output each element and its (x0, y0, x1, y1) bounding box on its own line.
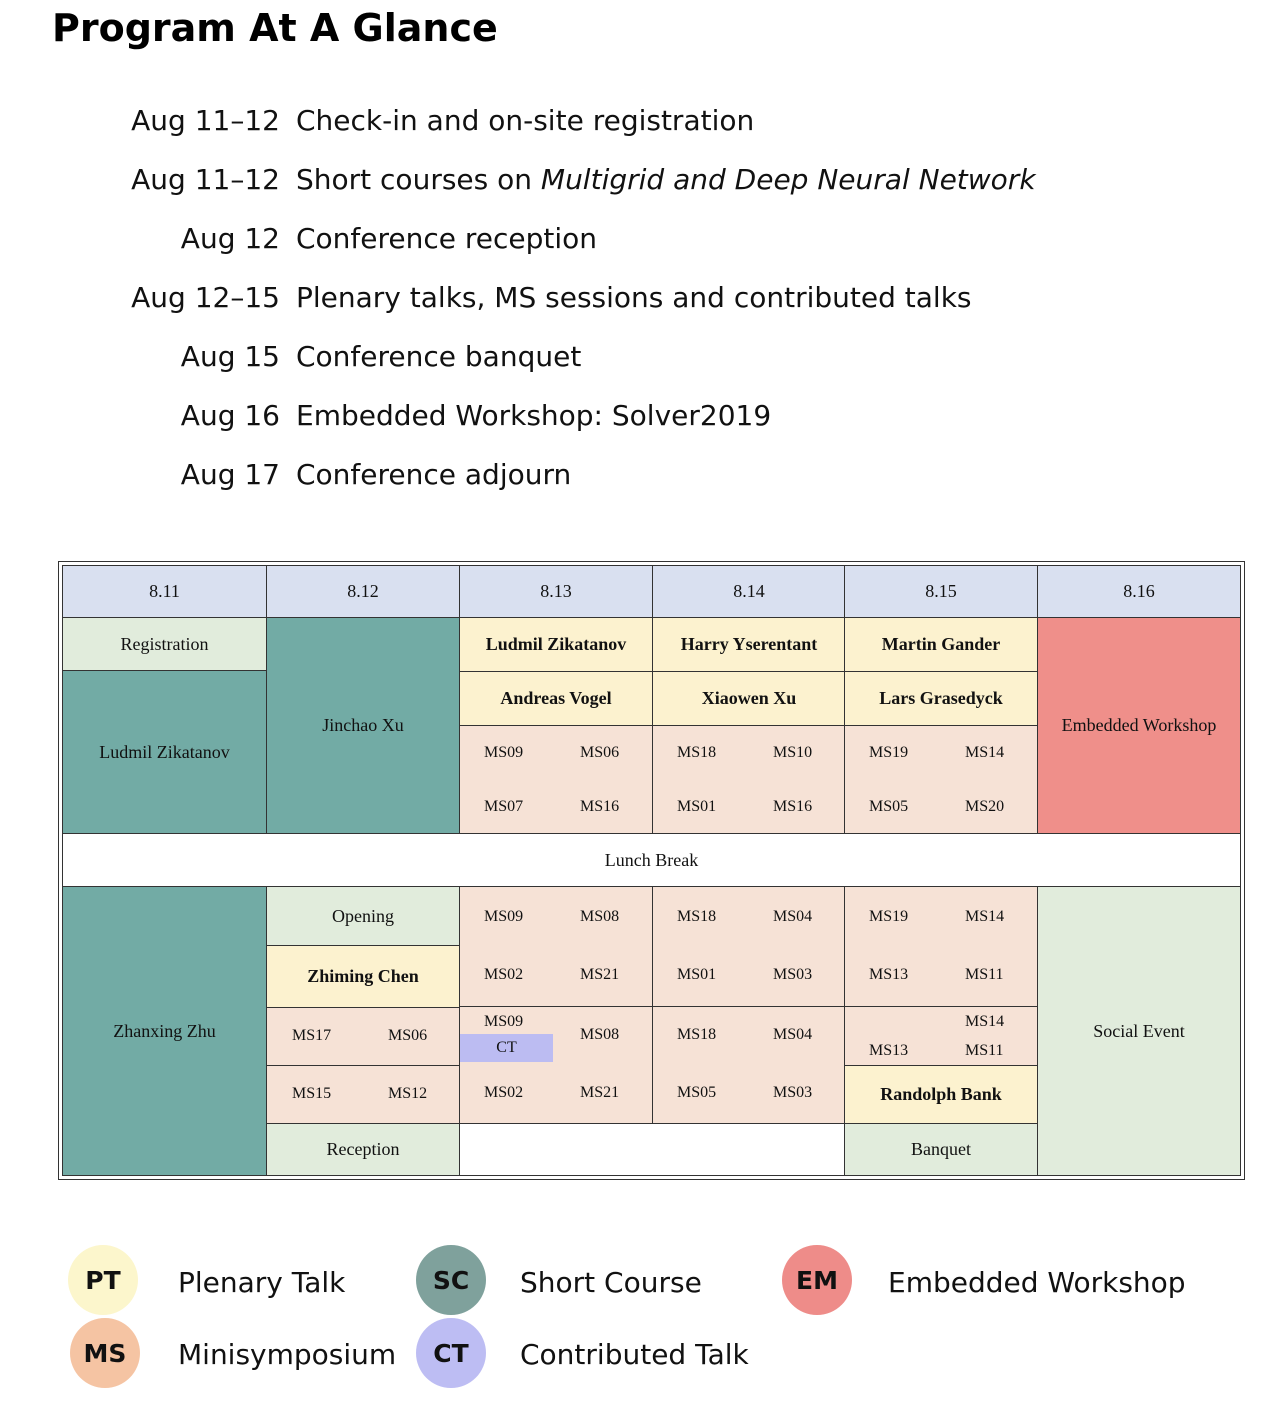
short-course-cell: Jinchao Xu (266, 617, 460, 834)
agenda-date: Aug 15 (180, 340, 280, 373)
plenary-talk-cell: Zhiming Chen (266, 945, 460, 1008)
ms-label: MS21 (580, 1084, 620, 1101)
ms-label: MS21 (580, 966, 620, 983)
social-event-cell: Social Event (1037, 886, 1241, 1176)
ms-label: MS08 (580, 908, 620, 925)
day-header: 8.16 (1037, 565, 1241, 618)
ms-label: MS02 (484, 1084, 524, 1101)
ms-label: MS05 (677, 1084, 717, 1101)
ms-label: MS14 (965, 908, 1005, 925)
legend-swatch-sc: SC (416, 1245, 486, 1315)
agenda-description: Embedded Workshop: Solver2019 (296, 399, 772, 432)
ms-label: MS09 (484, 744, 524, 761)
ms-label: MS03 (773, 966, 813, 983)
ms-label: MS07 (484, 798, 524, 815)
minisymposium-cell (266, 1007, 460, 1066)
agenda-description: Conference reception (296, 222, 598, 255)
plenary-talk-cell: Harry Yserentant (652, 617, 846, 672)
agenda-description: Plenary talks, MS sessions and contributed talks (296, 281, 972, 314)
minisymposium-cell (652, 886, 846, 1007)
ms-label: MS18 (677, 744, 717, 761)
ms-label: MS15 (292, 1085, 332, 1102)
legend-swatch-ms: MS (70, 1318, 140, 1388)
legend-swatch-ct: CT (416, 1318, 486, 1388)
minisymposium-cell (844, 725, 1038, 834)
ms-label: MS16 (773, 798, 813, 815)
agenda-date: Aug 16 (180, 399, 280, 432)
page-title: Program At A Glance (52, 6, 498, 50)
schedule-grid (62, 565, 1241, 1176)
plenary-talk-cell: Ludmil Zikatanov (459, 617, 653, 672)
registration-cell: Registration (62, 617, 267, 671)
opening-cell: Opening (266, 886, 460, 946)
contributed-talk-box: CT (460, 1034, 553, 1062)
day-header: 8.11 (62, 565, 267, 618)
ms-label: MS01 (677, 798, 717, 815)
ms-label: MS13 (869, 1042, 909, 1059)
legend-swatch-pt: PT (68, 1245, 138, 1315)
minisymposium-cell (652, 1006, 846, 1124)
lunch-break-row: Lunch Break (62, 833, 1241, 887)
minisymposium-cell (459, 1006, 653, 1124)
legend-label: Plenary Talk (178, 1266, 346, 1299)
plenary-talk-cell: Lars Grasedyck (844, 671, 1038, 726)
ms-label: MS06 (580, 744, 620, 761)
agenda-date: Aug 12–15 (131, 281, 280, 314)
agenda-description-italic: Multigrid and Deep Neural Network (540, 163, 1036, 196)
ms-label: MS19 (869, 908, 909, 925)
ms-label: MS06 (388, 1027, 428, 1044)
reception-cell: Reception (266, 1123, 460, 1176)
ms-label: MS14 (965, 1013, 1005, 1030)
ms-label: MS18 (677, 908, 717, 925)
ms-label: MS16 (580, 798, 620, 815)
day-header: 8.12 (266, 565, 460, 618)
ms-label: MS04 (773, 1026, 813, 1043)
agenda-description: Conference adjourn (296, 458, 572, 491)
ms-label: MS12 (388, 1085, 428, 1102)
day-header: 8.14 (652, 565, 846, 618)
ms-label: MS03 (773, 1084, 813, 1101)
agenda-date: Aug 17 (180, 458, 280, 491)
ms-label: MS09 (484, 908, 524, 925)
agenda-description: Check-in and on-site registration (296, 104, 755, 137)
ms-label: MS14 (965, 744, 1005, 761)
agenda-date: Aug 11–12 (131, 163, 280, 196)
ms-label: MS19 (869, 744, 909, 761)
day-header: 8.13 (459, 565, 653, 618)
ms-label: MS01 (677, 966, 717, 983)
ms-label: MS02 (484, 966, 524, 983)
ms-label: MS20 (965, 798, 1005, 815)
ms-label: MS17 (292, 1027, 332, 1044)
day-header: 8.15 (844, 565, 1038, 618)
agenda-description: Short courses on Multigrid and Deep Neural Network (296, 163, 1036, 196)
minisymposium-cell (266, 1065, 460, 1124)
ms-label: MS05 (869, 798, 909, 815)
minisymposium-cell (459, 725, 653, 834)
ms-label: MS11 (965, 1042, 1004, 1059)
plenary-talk-cell: Martin Gander (844, 617, 1038, 672)
short-course-cell: Zhanxing Zhu (62, 886, 267, 1176)
short-course-cell: Ludmil Zikatanov (62, 670, 267, 834)
legend-label: Short Course (520, 1266, 702, 1299)
minisymposium-cell (844, 1006, 1038, 1066)
agenda-description: Conference banquet (296, 340, 582, 373)
agenda-date: Aug 12 (180, 222, 280, 255)
legend-label: Minisymposium (178, 1338, 397, 1371)
plenary-talk-cell: Xiaowen Xu (652, 671, 846, 726)
legend-label: Contributed Talk (520, 1338, 749, 1371)
plenary-talk-cell: Andreas Vogel (459, 671, 653, 726)
ms-label: MS10 (773, 744, 813, 761)
empty-cell (459, 1123, 846, 1176)
ms-label: MS13 (869, 966, 909, 983)
ms-label: MS11 (965, 966, 1004, 983)
ms-label: MS08 (580, 1026, 620, 1043)
legend-swatch-em: EM (782, 1245, 852, 1315)
minisymposium-cell (459, 886, 653, 1007)
ms-label: MS04 (773, 908, 813, 925)
legend-label: Embedded Workshop (888, 1266, 1186, 1299)
minisymposium-cell (844, 886, 1038, 1007)
minisymposium-cell (652, 725, 846, 834)
ms-label: MS09 (484, 1013, 524, 1030)
plenary-talk-cell: Randolph Bank (844, 1065, 1038, 1124)
banquet-cell: Banquet (844, 1123, 1038, 1176)
agenda-date: Aug 11–12 (131, 104, 280, 137)
ms-label: MS18 (677, 1026, 717, 1043)
embedded-workshop-cell: Embedded Workshop (1037, 617, 1241, 834)
